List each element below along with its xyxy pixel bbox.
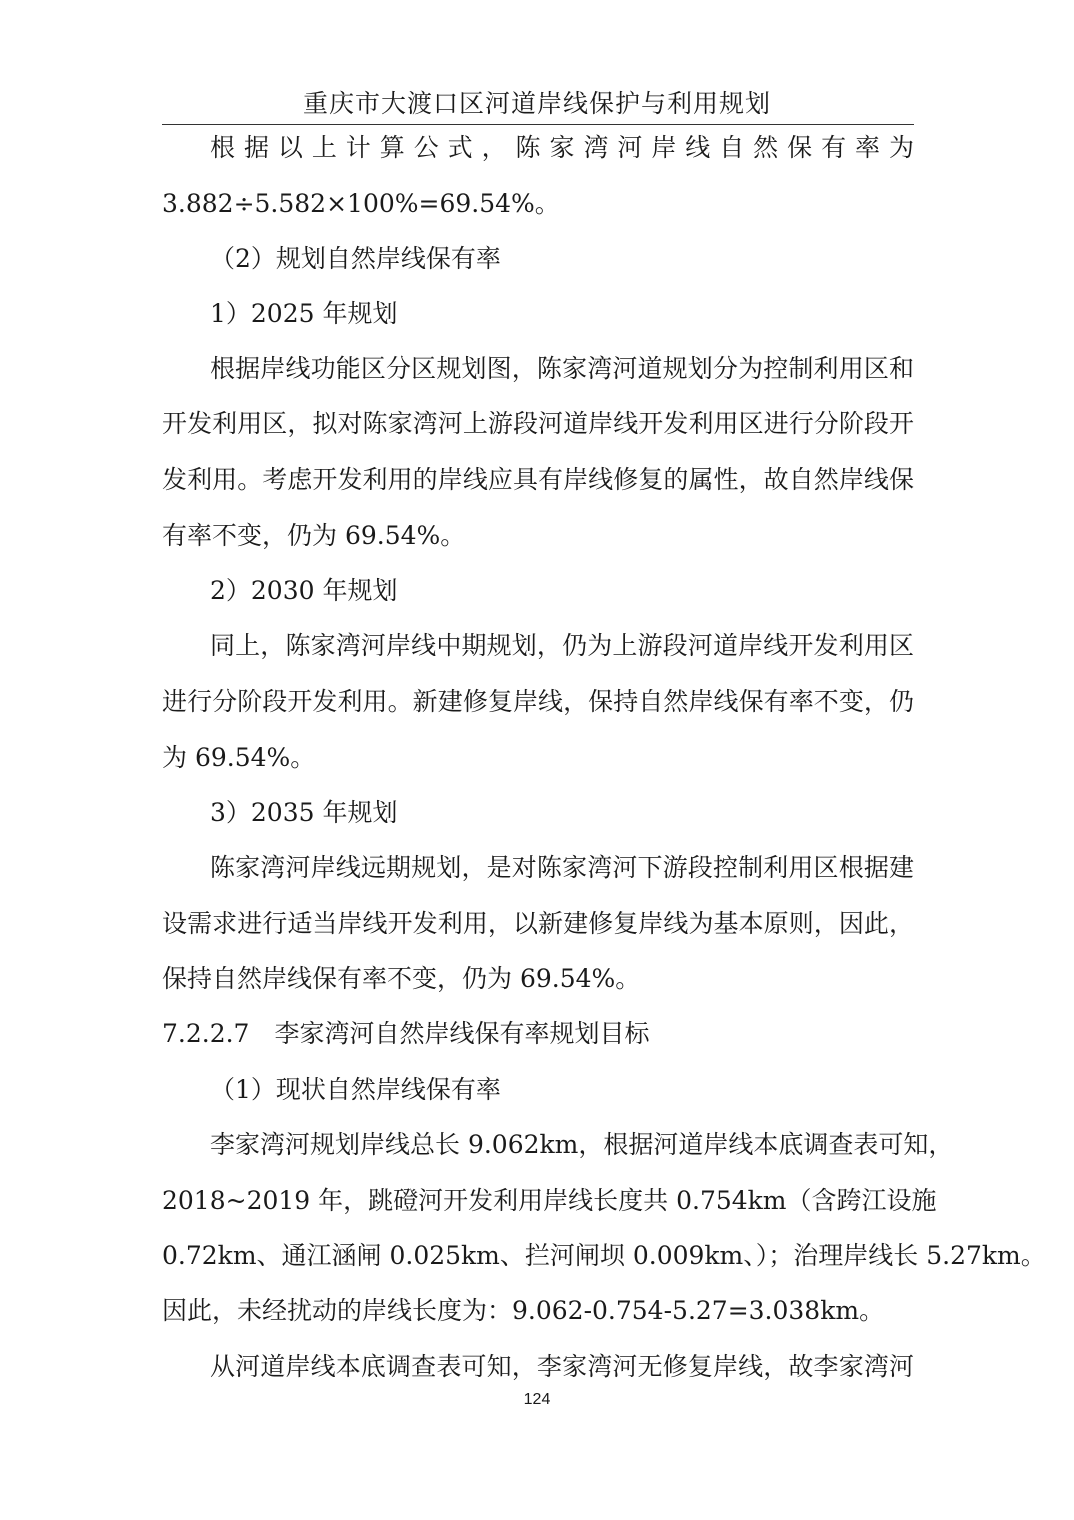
subsection-heading: 1）2025 年规划 [210, 299, 398, 328]
text-line: 从河道岸线本底调查表可知，李家湾河无修复岸线，故李家湾河 [210, 1352, 914, 1381]
text-line: 2018~2019 年，跳磴河开发利用岸线长度共 0.754km（含跨江设施 [162, 1186, 937, 1215]
page-number: 124 [523, 1391, 551, 1408]
text-line: 保持自然岸线保有率不变，仍为 69.54%。 [162, 964, 641, 993]
text-line: 因此，未经扰动的岸线长度为：9.062-0.754-5.27=3.038km。 [162, 1296, 885, 1325]
text-line: 进行分阶段开发利用。新建修复岸线，保持自然岸线保有率不变，仍 [162, 687, 914, 716]
text-line: 发利用。考虑开发利用的岸线应具有岸线修复的属性，故自然岸线保 [162, 465, 914, 494]
header-divider [162, 124, 914, 125]
text-line: 同上，陈家湾河岸线中期规划，仍为上游段河道岸线开发利用区 [210, 631, 914, 660]
text-line: 3.882÷5.582×100%=69.54%。 [162, 189, 560, 218]
text-line: 开发利用区，拟对陈家湾河上游段河道岸线开发利用区进行分阶段开 [162, 409, 914, 438]
text-line: 为 69.54%。 [162, 743, 316, 772]
text-line: 李家湾河规划岸线总长 9.062km，根据河道岸线本底调查表可知， [210, 1130, 954, 1159]
page-header-title: 重庆市大渡口区河道岸线保护与利用规划 [302, 89, 771, 118]
text-line: 陈家湾河岸线远期规划，是对陈家湾河下游段控制利用区根据建 [210, 853, 914, 882]
subsection-heading: （2）规划自然岸线保有率 [210, 244, 501, 273]
text-line: 设需求进行适当岸线开发利用，以新建修复岸线为基本原则，因此， [162, 909, 914, 938]
subsection-heading: 3）2035 年规划 [210, 798, 398, 827]
text-line: 有率不变，仍为 69.54%。 [162, 521, 466, 550]
text-line: 根据岸线功能区分区规划图，陈家湾河道规划分为控制利用区和 [210, 354, 914, 383]
text-line: 根 据 以 上 计 算 公 式 ， 陈 家 湾 河 岸 线 自 然 保 有 率 为 [210, 133, 914, 162]
subsection-heading: 2）2030 年规划 [210, 576, 398, 605]
text-line: 0.72km、通江涵闸 0.025km、拦河闸坝 0.009km、）；治理岸线长 5.27km。 [162, 1241, 1046, 1270]
section-heading: 7.2.2.7 李家湾河自然岸线保有率规划目标 [162, 1019, 650, 1048]
subsection-heading: （1）现状自然岸线保有率 [210, 1075, 501, 1104]
